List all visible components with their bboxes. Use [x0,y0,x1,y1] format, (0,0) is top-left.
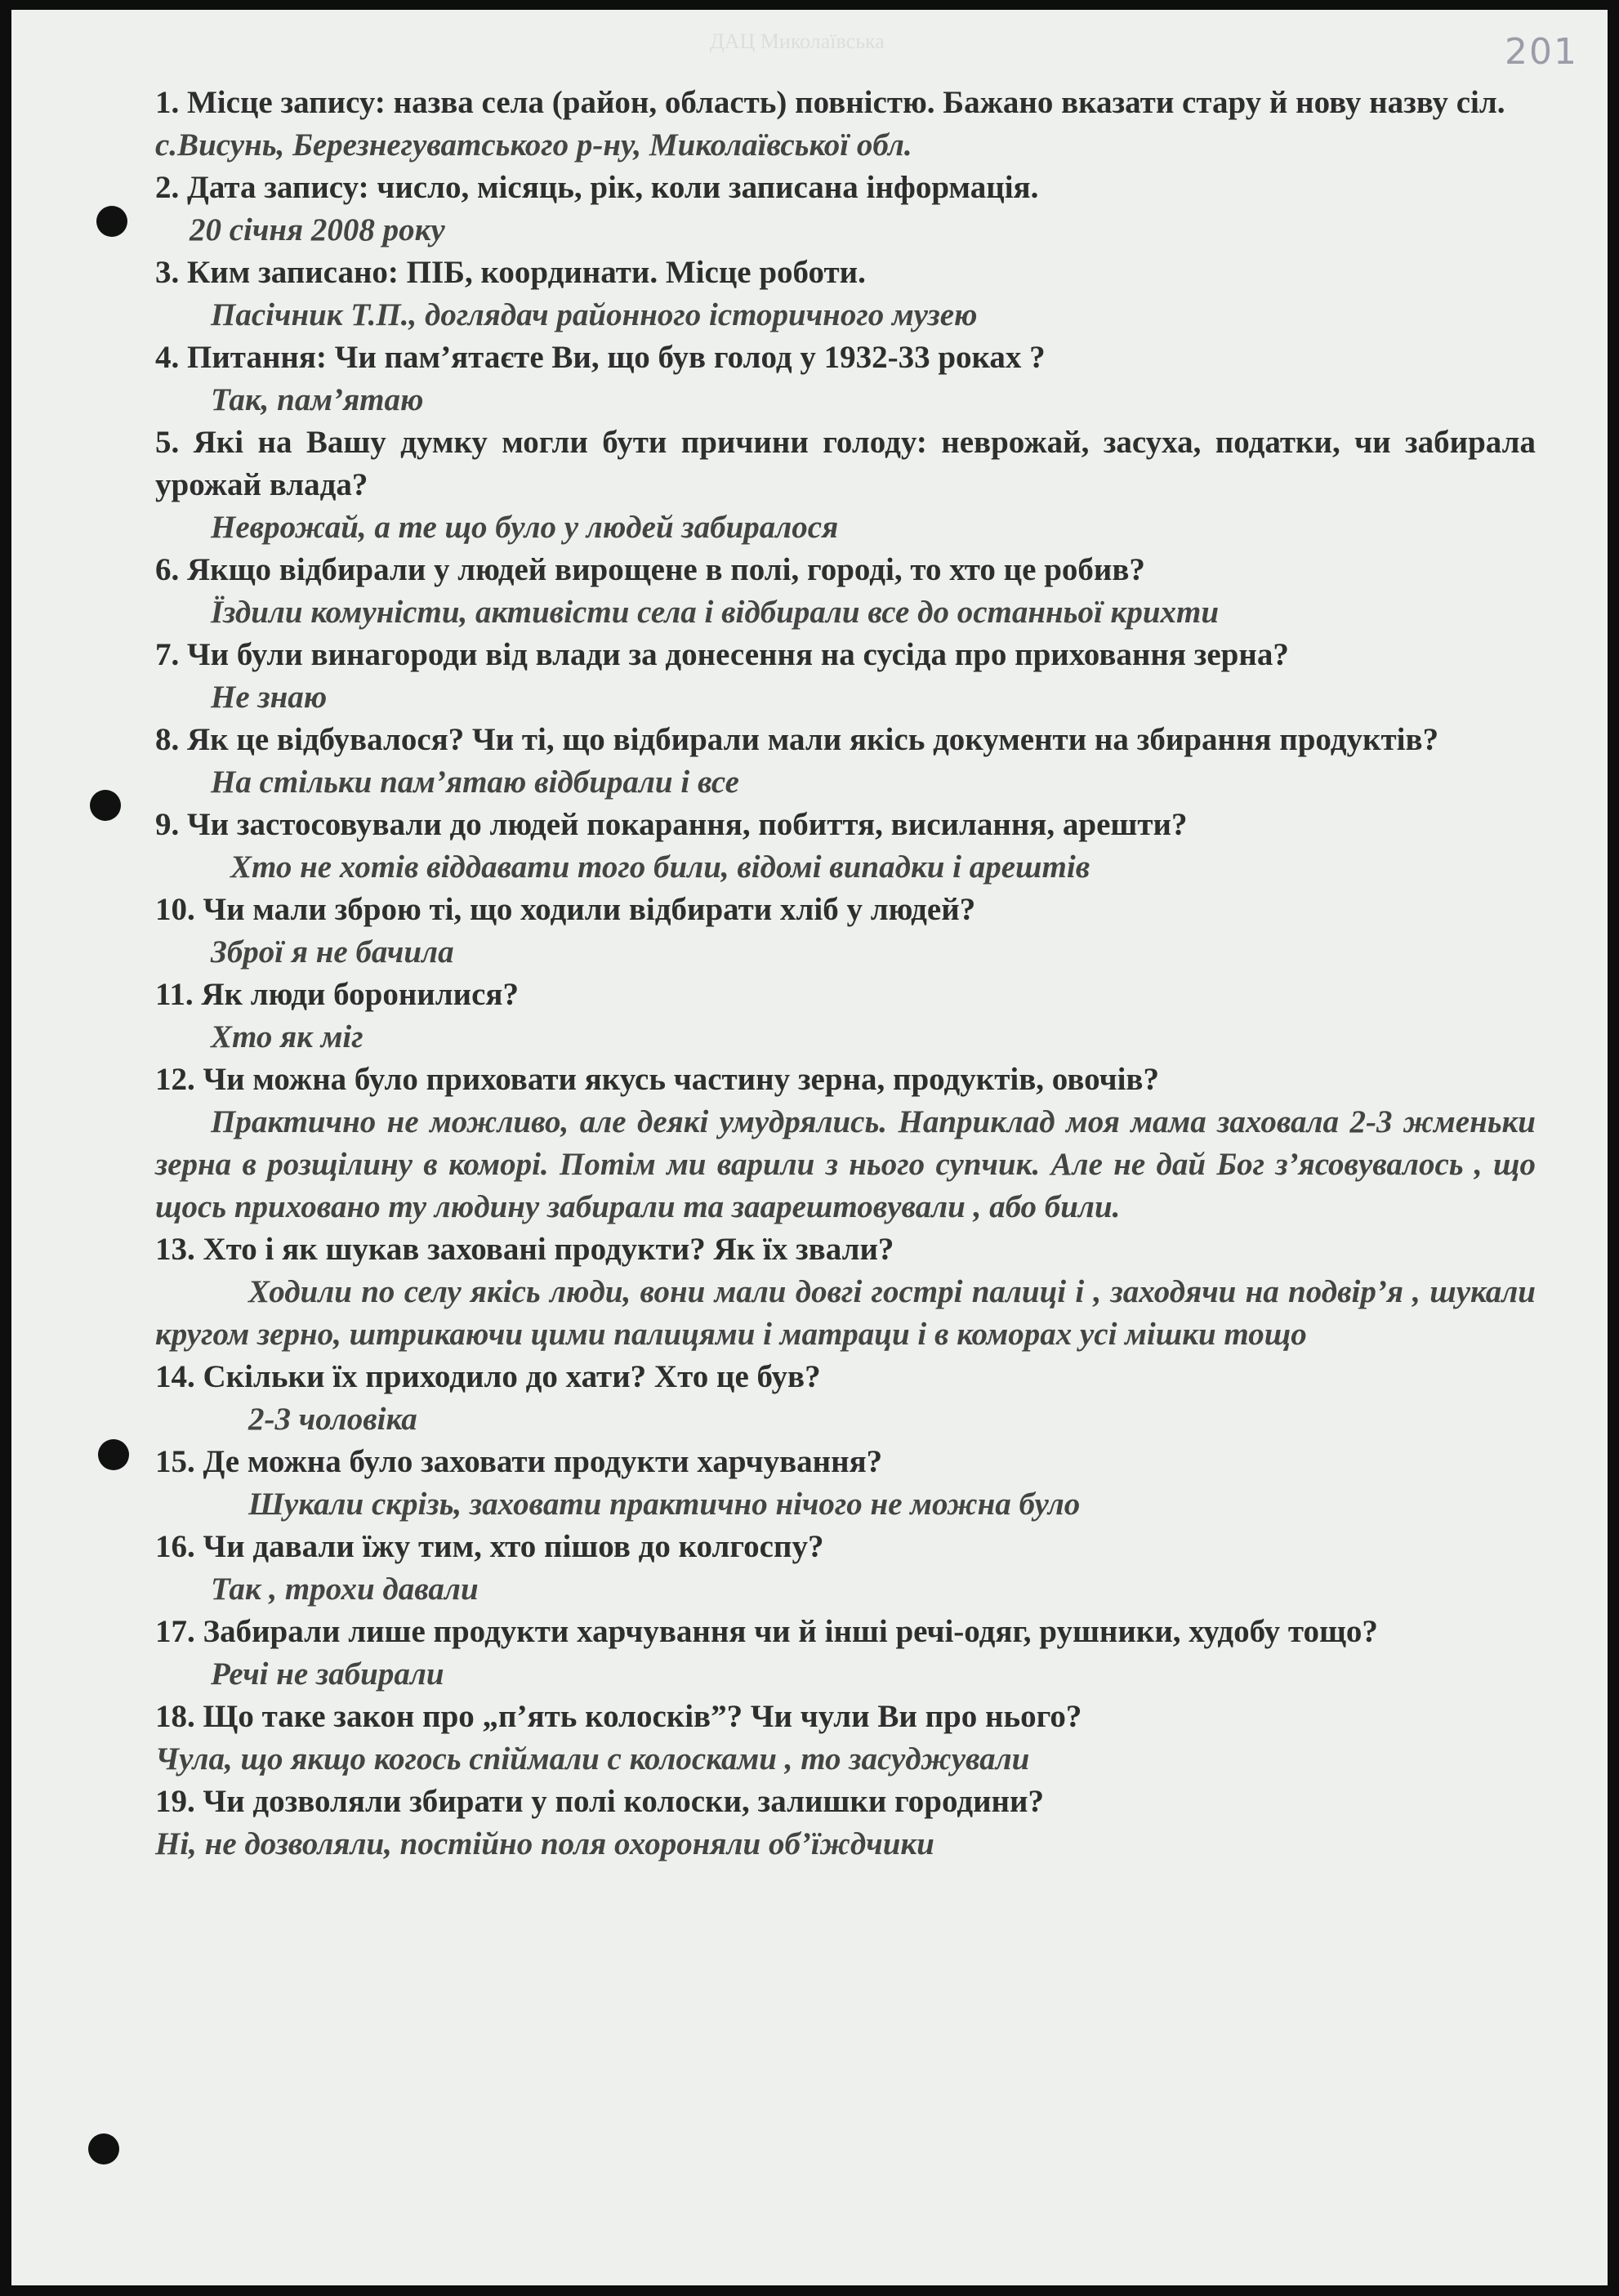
punch-hole [90,790,121,821]
answer-4: Так, пам’ятаю [211,382,424,417]
question-5: 5. Які на Вашу думку могли бути причини голоду: неврожай, засуха, податки, чи забирала урожай влада? [155,425,1536,502]
question-9: 9. Чи застосовували до людей покарання, побиття, висилання, арешти? [155,807,1188,842]
question-19: 19. Чи дозволяли збирати у полі колоски, залишки городини? [155,1784,1044,1819]
question-1: 1. Місце запису: назва села (район, область) повністю. Бажано вказати стару й нову назву сіл. [155,85,1505,120]
questionnaire [155,82,1536,1866]
answer-13: Ходили по селу якісь люди, вони мали довгі гострі палиці і , заходячи на подвір’я , шукали кругом зерно, штрикаючи цими палицями і матраци і в коморах усі мішки тощо [155,1274,1536,1352]
answer-5: Неврожай, а те що було у людей забиралося [211,510,839,545]
question-13: 13. Хто і як шукав заховані продукти? Як їх звали? [155,1232,894,1267]
question-7: 7. Чи були винагороди від влади за донесення на сусіда про приховання зерна? [155,637,1289,672]
answer-11: Хто як міг [211,1019,363,1054]
question-3: 3. Ким записано: ПІБ, координати. Місце роботи. [155,255,866,290]
answer-12: Практично не можливо, але деякі умудрялись. Наприклад моя мама заховала 2-3 жменьки зерна в розщілину в коморі. Потім ми варили з нього супчик. Але не дай Бог з’ясовувалось , що щось приховано ту людину забирали та заарештовували , або били. [155,1104,1536,1224]
question-15: 15. Де можна було заховати продукти харчування? [155,1444,883,1479]
question-4: 4. Питання: Чи пам’ятаєте Ви, що був голод у 1932-33 роках ? [155,340,1046,375]
answer-1: с.Висунь, Березнегуватського р-ну, Миколаївської обл. [155,127,912,163]
answer-2: 20 січня 2008 року [190,212,445,247]
question-18: 18. Що таке закон про „п’ять колосків”? Чи чули Ви про нього? [155,1699,1082,1734]
answer-6: Їздили комуністи, активісти села і відбирали все до останньої крихти [211,595,1220,630]
punch-hole [96,206,127,237]
answer-7: Не знаю [211,680,328,715]
question-2: 2. Дата запису: число, місяць, рік, коли записана інформація. [155,170,1039,205]
question-14: 14. Скільки їх приходило до хати? Хто це був? [155,1359,821,1394]
answer-19: Ні, не дозволяли, постійно поля охороняли об’їждчики [155,1826,934,1861]
answer-8: На стільки пам’ятаю відбирали і все [211,765,739,800]
question-17: 17. Забирали лише продукти харчування чи й інші речі-одяг, рушники, худобу тощо? [155,1614,1378,1649]
answer-17: Речі не забирали [211,1656,444,1692]
question-16: 16. Чи давали їжу тим, хто пішов до колгоспу? [155,1529,824,1564]
document-page [11,10,1608,2285]
faded-header-stamp: ДАЦ Миколаївська [710,29,885,53]
answer-15: Шукали скрізь, заховати практично нічого не можна було [248,1487,1081,1522]
page-number: 201 [1505,31,1578,73]
question-10: 10. Чи мали зброю ті, що ходили відбирати хліб у людей? [155,892,976,927]
answer-9: Хто не хотів віддавати того били, відомі випадки і арештів [230,849,1090,885]
answer-16: Так , трохи давали [211,1572,479,1607]
punch-hole [88,2133,119,2164]
answer-10: Зброї я не бачила [211,934,454,970]
question-6: 6. Якщо відбирали у людей вирощене в полі, городі, то хто це робив? [155,552,1145,587]
question-8: 8. Як це відбувалося? Чи ті, що відбирали мали якісь документи на збирання продуктів? [155,722,1439,757]
question-11: 11. Як люди боронилися? [155,977,520,1012]
punch-hole [98,1439,129,1470]
answer-18: Чула, що якщо когось спіймали с колосками , то засуджували [155,1741,1030,1777]
answer-3: Пасічник Т.П., доглядач районного історичного музею [211,297,978,332]
answer-14: 2-3 чоловіка [248,1402,417,1437]
question-12: 12. Чи можна було приховати якусь частину зерна, продуктів, овочів? [155,1062,1159,1097]
